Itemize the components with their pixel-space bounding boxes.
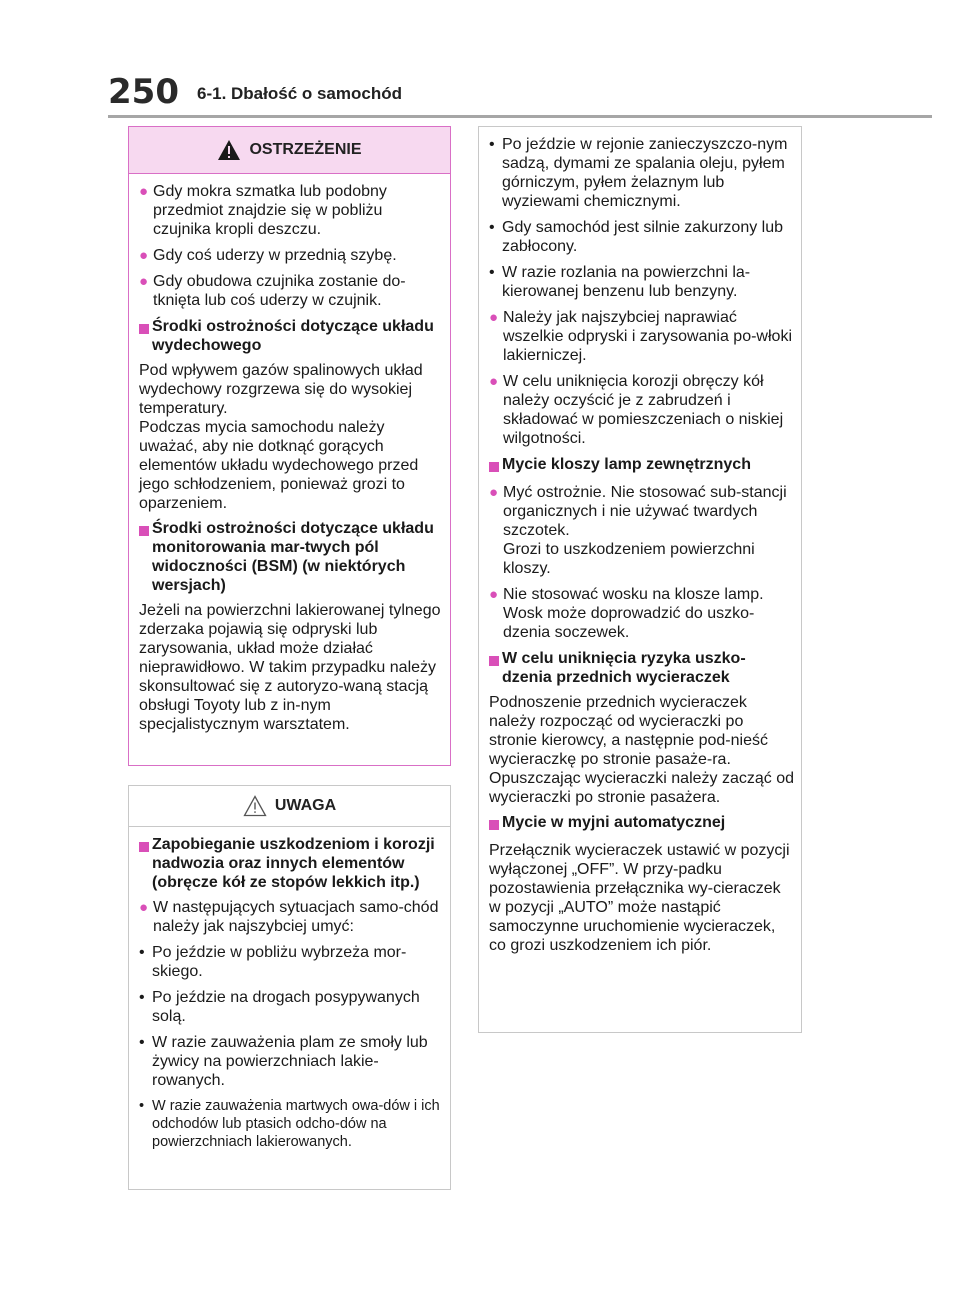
caution-title: UWAGA [274, 797, 337, 814]
list-item: ● Gdy mokra szmatka lub podobny przedmiot znajdzie się w pobliżu czujnika kropli deszczu. [139, 183, 387, 238]
heading-wipers: W celu uniknięcia ryzyka uszko-dzenia przednich wycieraczek [489, 649, 794, 687]
exhaust-text-2: Podczas mycia samochodu należy uważać, aby nie dotknąć gorących elementów układu wydechowego przed jego schłodzeniem, ponieważ grozi to oparzeniem. [139, 419, 419, 512]
caution-box [128, 785, 451, 1190]
warning-triangle-icon [217, 139, 241, 161]
list-item: • Po jeździe na drogach posypywanych solą. [139, 989, 420, 1025]
page-number: 250 [108, 72, 179, 112]
list-item: ● Gdy obudowa czujnika zostanie do-tknięta lub coś uderzy w czujnik. [139, 273, 406, 309]
exhaust-text-1: Pod wpływem gazów spalinowych układ wydechowy rozgrzewa się do wysokiej temperatury. [139, 362, 423, 417]
caution-triangle-icon [243, 795, 267, 817]
caution-intro: ● W następujących sytuacjach samo-chód należy jak najszybciej umyć: [139, 899, 439, 935]
lamps-bullet-2: ● Nie stosować wosku na klosze lamp. Wosk może doprowadzić do uszko-dzenia soczewek. [489, 586, 764, 641]
warning-box [128, 126, 451, 766]
carwash-text: Przełącznik wycieraczek ustawić w pozycji wyłączonej „OFF”. W przy-padku pozostawienia przełącznika wy-cieraczek w pozycji „AUTO” może nastąpić samoczynne uruchomienie wycieraczek, co grozi uszkodzeniem ich piór. [489, 842, 790, 954]
warning-header [129, 127, 450, 174]
caution-heading: Zapobieganie uszkodzeniom i korozji nadwozia oraz innych elementów (obręcze kół ze stopów lekkich itp.) [139, 835, 443, 892]
section-title: 6-1. Dbałość o samochód [197, 84, 402, 103]
list-item: • W razie zauważenia martwych owa-dów i ich odchodów lub ptasich odcho-dów na powierzchniach lakierowanych. [139, 1098, 440, 1150]
heading-bsm: Środki ostrożności dotyczące układu monitorowania mar-twych pól widoczności (BSM) (w niektórych wersjach) [139, 519, 443, 595]
caution-header [129, 786, 450, 827]
list-item: • Po jeździe w rejonie zanieczyszczo-nym sadzą, dymami ze spalania oleju, pyłem górniczym, pyłem żelaznym lub wyziewami chemicznymi. [489, 136, 788, 210]
heading-exhaust: Środki ostrożności dotyczące układu wydechowego [139, 317, 443, 355]
list-item: • W razie zauważenia plam ze smoły lub żywicy na powierzchniach lakie-rowanych. [139, 1034, 428, 1089]
list-item: • Gdy samochód jest silnie zakurzony lub zabłocony. [489, 219, 784, 255]
heading-carwash: Mycie w myjni automatycznej [489, 813, 794, 835]
heading-lamps: Mycie kloszy lamp zewnętrznych [489, 455, 794, 477]
bsm-text: Jeżeli na powierzchni lakierowanej tylnego zderzaka pojawią się odpryski lub zarysowania, układ może działać nieprawidłowo. W takim przypadku należy skonsultować się z autoryzo-waną stacją obsługi Toyoty lub z in-nym specjalistycznym warsztatem. [139, 602, 441, 733]
wipers-text: Podnoszenie przednich wycieraczek należy rozpocząć od wycieraczki po stronie kierowcy, a następnie pod-nieść wycieraczkę po stronie pasaże-ra. Opuszczając wycieraczki należy zacząć od wycieraczki po stronie pasażera. [489, 694, 795, 806]
list-item: ● Gdy coś uderzy w przednią szybę. [139, 247, 397, 264]
right-column-box [478, 126, 802, 1033]
lamps-bullet-1: ● Myć ostrożnie. Nie stosować sub-stancji organicznych i nie używać twardych szczotek. Grozi to uszkodzeniem powierzchni kloszy. [489, 484, 787, 577]
list-item: ● Należy jak najszybciej naprawiać wszelkie odpryski i zarysowania po-włoki lakierniczej. [489, 309, 792, 364]
list-item: • W razie rozlania na powierzchni la-kierowanej benzenu lub benzyny. [489, 264, 751, 300]
header-rule [108, 115, 932, 118]
warning-title: OSTRZEŻENIE [249, 141, 362, 158]
list-item: ● W celu uniknięcia korozji obręczy kół należy oczyścić je z zabrudzeń i składować w pomieszczeniach o niskiej wilgotności. [489, 373, 784, 447]
list-item: • Po jeździe w pobliżu wybrzeża mor-skiego. [139, 944, 407, 980]
